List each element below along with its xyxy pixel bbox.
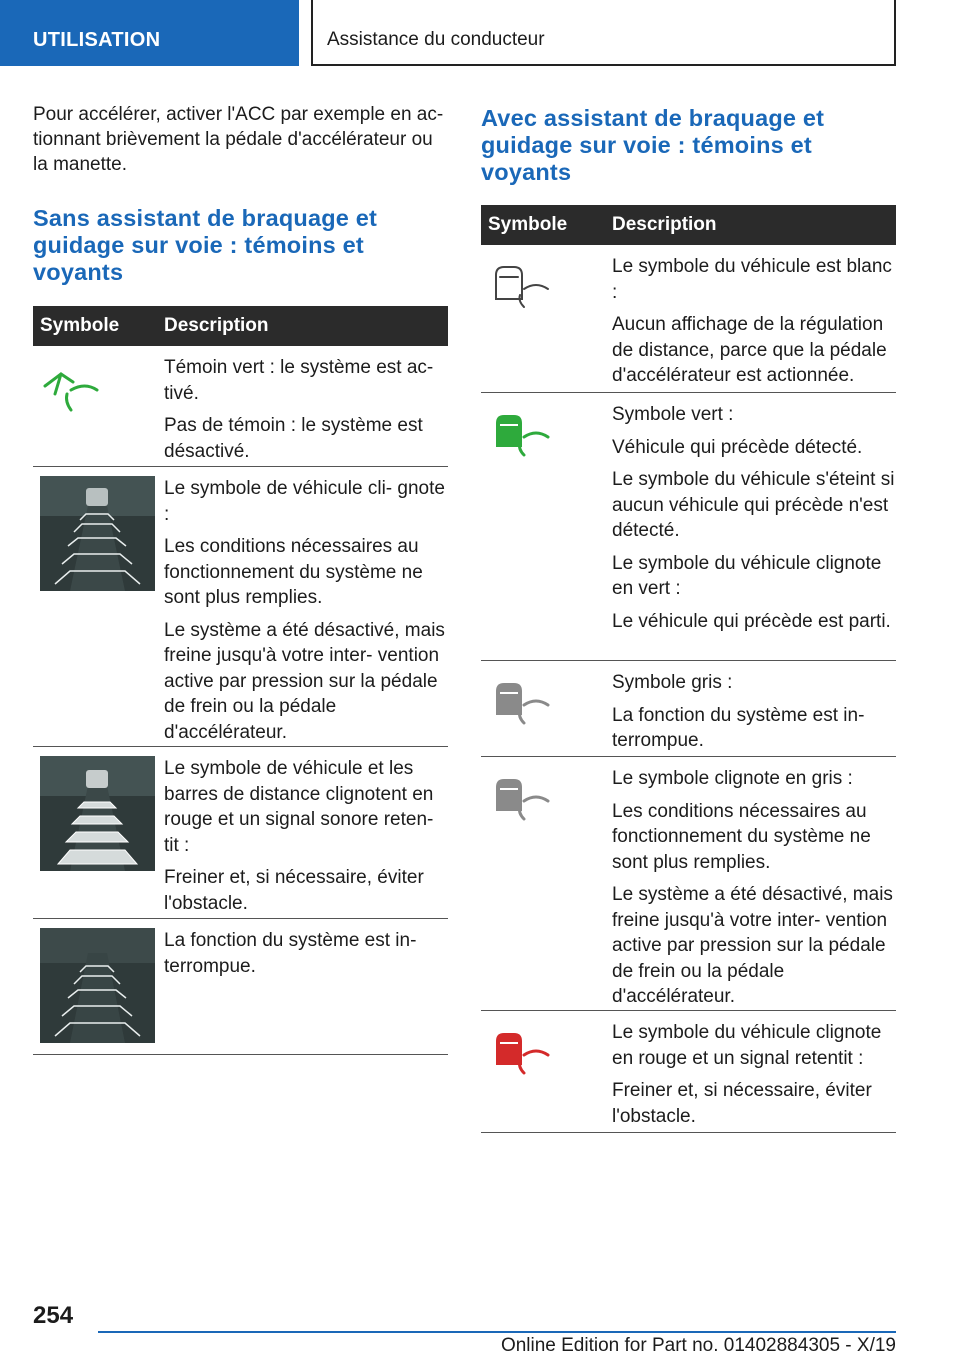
col-description-header: Description [164, 315, 269, 336]
symbol-cell [481, 393, 605, 660]
description-cell [605, 1011, 896, 1132]
description-text: Les conditions nécessaires au fonctionnement du système ne sont plus remplies. [164, 536, 423, 608]
description-text: La fonction du système est in- terrompue. [164, 930, 417, 977]
description-text: Le symbole de véhicule et les barres de distance clignotent en rouge et un signal sonore reten- tit : [164, 758, 434, 856]
table-row [481, 661, 896, 757]
vehicle-steering-white-icon [488, 261, 552, 311]
description-text: Le système a été désactivé, mais freine jusqu'à votre inter- vention active par pression sur la pédale de frein ou la pédale d'accélérateur. [164, 619, 445, 743]
description-cell [157, 919, 448, 1054]
description-text: Freiner et, si nécessaire, éviter l'obstacle. [164, 867, 424, 914]
symbol-cell [481, 245, 605, 392]
description-cell [605, 661, 896, 756]
left-heading: Sans assistant de braquage et guidage sur voie : témoins et voyants [33, 205, 378, 285]
description-cell [157, 747, 448, 918]
vehicle-lane-image [40, 476, 155, 591]
description-text: Le symbole du véhicule clignote en rouge et un signal retentit : [612, 1022, 882, 1069]
col-symbol-header: Symbole [40, 315, 120, 336]
description-text: Le symbole clignote en gris : [612, 768, 853, 789]
description-text: Freiner et, si nécessaire, éviter l'obstacle. [612, 1080, 872, 1127]
symbol-cell [33, 747, 157, 918]
description-text: Aucun affichage de la régulation de distance, parce que la pédale d'accélérateur est actionnée. [612, 314, 887, 386]
symbol-cell [481, 661, 605, 756]
table-row [33, 919, 448, 1055]
description-cell [157, 467, 448, 746]
col-symbol-header: Symbole [488, 214, 568, 235]
steering-wheel-hands-icon [41, 366, 101, 416]
description-text: La fonction du système est in- terrompue. [612, 704, 865, 751]
description-cell [605, 245, 896, 392]
description-cell [605, 757, 896, 1010]
description-text: Le véhicule qui précède est parti. [612, 610, 891, 632]
edition-note: Online Edition for Part no. 01402884305 - X/19 [500, 1335, 896, 1356]
symbol-cell [481, 1011, 605, 1132]
description-text: Symbole vert : [612, 404, 734, 425]
description-text: Témoin vert : le système est ac- tivé. [164, 357, 434, 404]
page-number: 254 [33, 1302, 74, 1329]
table-row [33, 747, 448, 919]
section-tab: UTILISATION [0, 0, 299, 66]
description-text: Le symbole de véhicule cli- gnote : [164, 478, 445, 525]
right-table-header [481, 205, 896, 245]
description-text: Pas de témoin : le système est désactivé. [164, 415, 423, 462]
col-description-header: Description [612, 214, 717, 235]
vehicle-steering-grey-icon [488, 677, 552, 727]
vehicle-steering-green-icon [488, 409, 552, 459]
footer-divider [98, 1331, 896, 1333]
left-table [33, 306, 448, 1055]
vehicle-distance-bars-image [40, 756, 155, 871]
table-row [481, 245, 896, 393]
intro-paragraph: Pour accélérer, activer l'ACC par exemple en ac- tionnant brièvement la pédale d'accélérateur ou la manette. [33, 104, 444, 175]
right-heading: Avec assistant de braquage et guidage sur voie : témoins et voyants [481, 105, 825, 185]
right-table [481, 205, 896, 1133]
description-text: Le système a été désactivé, mais freine jusqu'à votre inter- vention active par pression sur la pédale de frein ou la pédale d'accélérateur. [612, 884, 893, 1007]
symbol-cell [33, 467, 157, 746]
description-text: Symbole gris : [612, 672, 733, 693]
description-cell [157, 346, 448, 466]
symbol-cell [481, 757, 605, 1010]
table-row [33, 467, 448, 747]
table-row [481, 1011, 896, 1133]
table-row [33, 346, 448, 467]
table-row [481, 393, 896, 661]
table-row [481, 757, 896, 1011]
description-text: Le symbole du véhicule est blanc : [612, 256, 892, 303]
symbol-cell [33, 919, 157, 1054]
lane-only-image [40, 928, 155, 1043]
description-text: Les conditions nécessaires au fonctionnement du système ne sont plus remplies. [612, 800, 871, 873]
vehicle-steering-grey-blink-icon [488, 773, 552, 823]
description-text: Le symbole du véhicule clignote en vert : [612, 552, 882, 599]
symbol-cell [33, 346, 157, 466]
chapter-title: Assistance du conducteur [311, 0, 896, 66]
description-cell [605, 393, 896, 660]
description-text: Véhicule qui précède détecté. [612, 436, 863, 458]
vehicle-steering-red-icon [488, 1027, 552, 1077]
left-table-header [33, 306, 448, 346]
description-text: Le symbole du véhicule s'éteint si aucun véhicule qui précède n'est détecté. [612, 469, 895, 541]
